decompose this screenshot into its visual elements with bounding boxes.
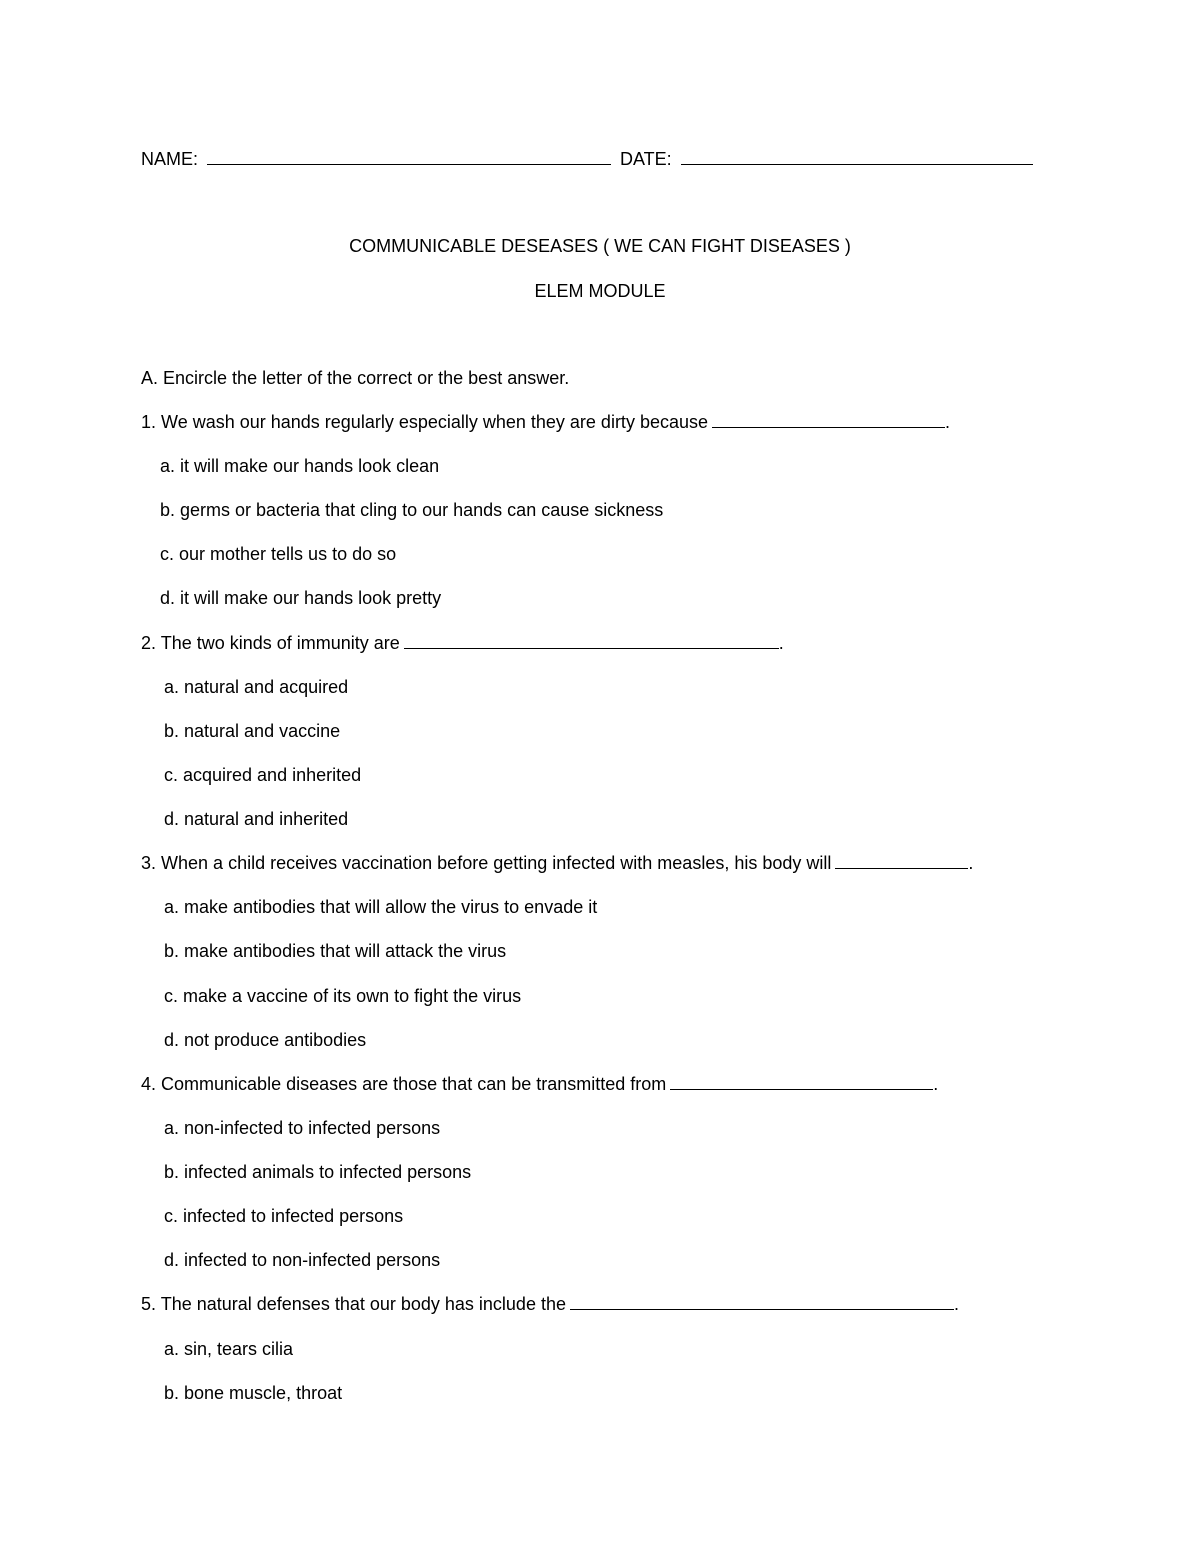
question-text: Communicable diseases are those that can be transmitted from bbox=[161, 1074, 667, 1094]
option-1c[interactable]: c. our mother tells us to do so bbox=[160, 544, 397, 564]
question-end: . bbox=[933, 1074, 939, 1094]
question-text: The two kinds of immunity are bbox=[160, 633, 400, 653]
name-label: NAME: bbox=[141, 149, 199, 169]
option-2b[interactable]: b. natural and vaccine bbox=[164, 721, 341, 741]
name-blank[interactable] bbox=[207, 148, 611, 165]
option-1b[interactable]: b. germs or bacteria that cling to our hands can cause sickness bbox=[160, 500, 664, 520]
option-3c[interactable]: c. make a vaccine of its own to fight the virus bbox=[164, 986, 522, 1006]
question-number: 4. bbox=[141, 1074, 157, 1094]
question-number: 2. bbox=[141, 633, 157, 653]
document-subtitle: ELEM MODULE bbox=[534, 281, 666, 301]
option-4a[interactable]: a. non-infected to infected persons bbox=[164, 1118, 441, 1138]
answer-blank[interactable] bbox=[835, 852, 968, 869]
question-end: . bbox=[945, 412, 951, 432]
question-end: . bbox=[953, 1294, 959, 1314]
option-2a[interactable]: a. natural and acquired bbox=[164, 677, 349, 697]
answer-blank[interactable] bbox=[570, 1293, 954, 1310]
option-2c[interactable]: c. acquired and inherited bbox=[164, 765, 362, 785]
question-text: When a child receives vaccination before getting infected with measles, his body will bbox=[161, 853, 832, 873]
question-2 bbox=[141, 632, 784, 654]
question-number: 1. bbox=[141, 412, 157, 432]
question-3 bbox=[141, 852, 973, 874]
option-4c[interactable]: c. infected to infected persons bbox=[164, 1206, 404, 1226]
name-field-row bbox=[141, 148, 611, 170]
question-4 bbox=[141, 1073, 938, 1095]
option-4b[interactable]: b. infected animals to infected persons bbox=[164, 1162, 472, 1182]
option-1d[interactable]: d. it will make our hands look pretty bbox=[160, 588, 442, 608]
question-end: . bbox=[778, 633, 784, 653]
option-3a[interactable]: a. make antibodies that will allow the virus to envade it bbox=[164, 897, 598, 917]
option-3d[interactable]: d. not produce antibodies bbox=[164, 1030, 367, 1050]
answer-blank[interactable] bbox=[404, 632, 779, 649]
option-5a[interactable]: a. sin, tears cilia bbox=[164, 1339, 294, 1359]
question-end: . bbox=[968, 853, 974, 873]
option-4d[interactable]: d. infected to non-infected persons bbox=[164, 1250, 441, 1270]
question-text: We wash our hands regularly especially when they are dirty because bbox=[161, 412, 708, 432]
date-field-row bbox=[620, 148, 1033, 170]
question-5 bbox=[141, 1293, 959, 1315]
option-5b[interactable]: b. bone muscle, throat bbox=[164, 1383, 343, 1403]
document-title: COMMUNICABLE DESEASES ( WE CAN FIGHT DISEASES ) bbox=[349, 236, 851, 256]
question-number: 3. bbox=[141, 853, 157, 873]
option-1a[interactable]: a. it will make our hands look clean bbox=[160, 456, 440, 476]
answer-blank[interactable] bbox=[670, 1073, 933, 1090]
section-instruction-text: Encircle the letter of the correct or the best answer. bbox=[163, 368, 570, 388]
question-text: The natural defenses that our body has include the bbox=[160, 1294, 566, 1314]
answer-blank[interactable] bbox=[712, 411, 945, 428]
option-2d[interactable]: d. natural and inherited bbox=[164, 809, 349, 829]
option-3b[interactable]: b. make antibodies that will attack the virus bbox=[164, 941, 507, 961]
date-label: DATE: bbox=[620, 149, 672, 169]
date-blank[interactable] bbox=[681, 148, 1033, 165]
question-number: 5. bbox=[141, 1294, 157, 1314]
section-label: A. bbox=[141, 368, 159, 388]
question-1 bbox=[141, 411, 950, 433]
section-instruction bbox=[141, 367, 569, 389]
